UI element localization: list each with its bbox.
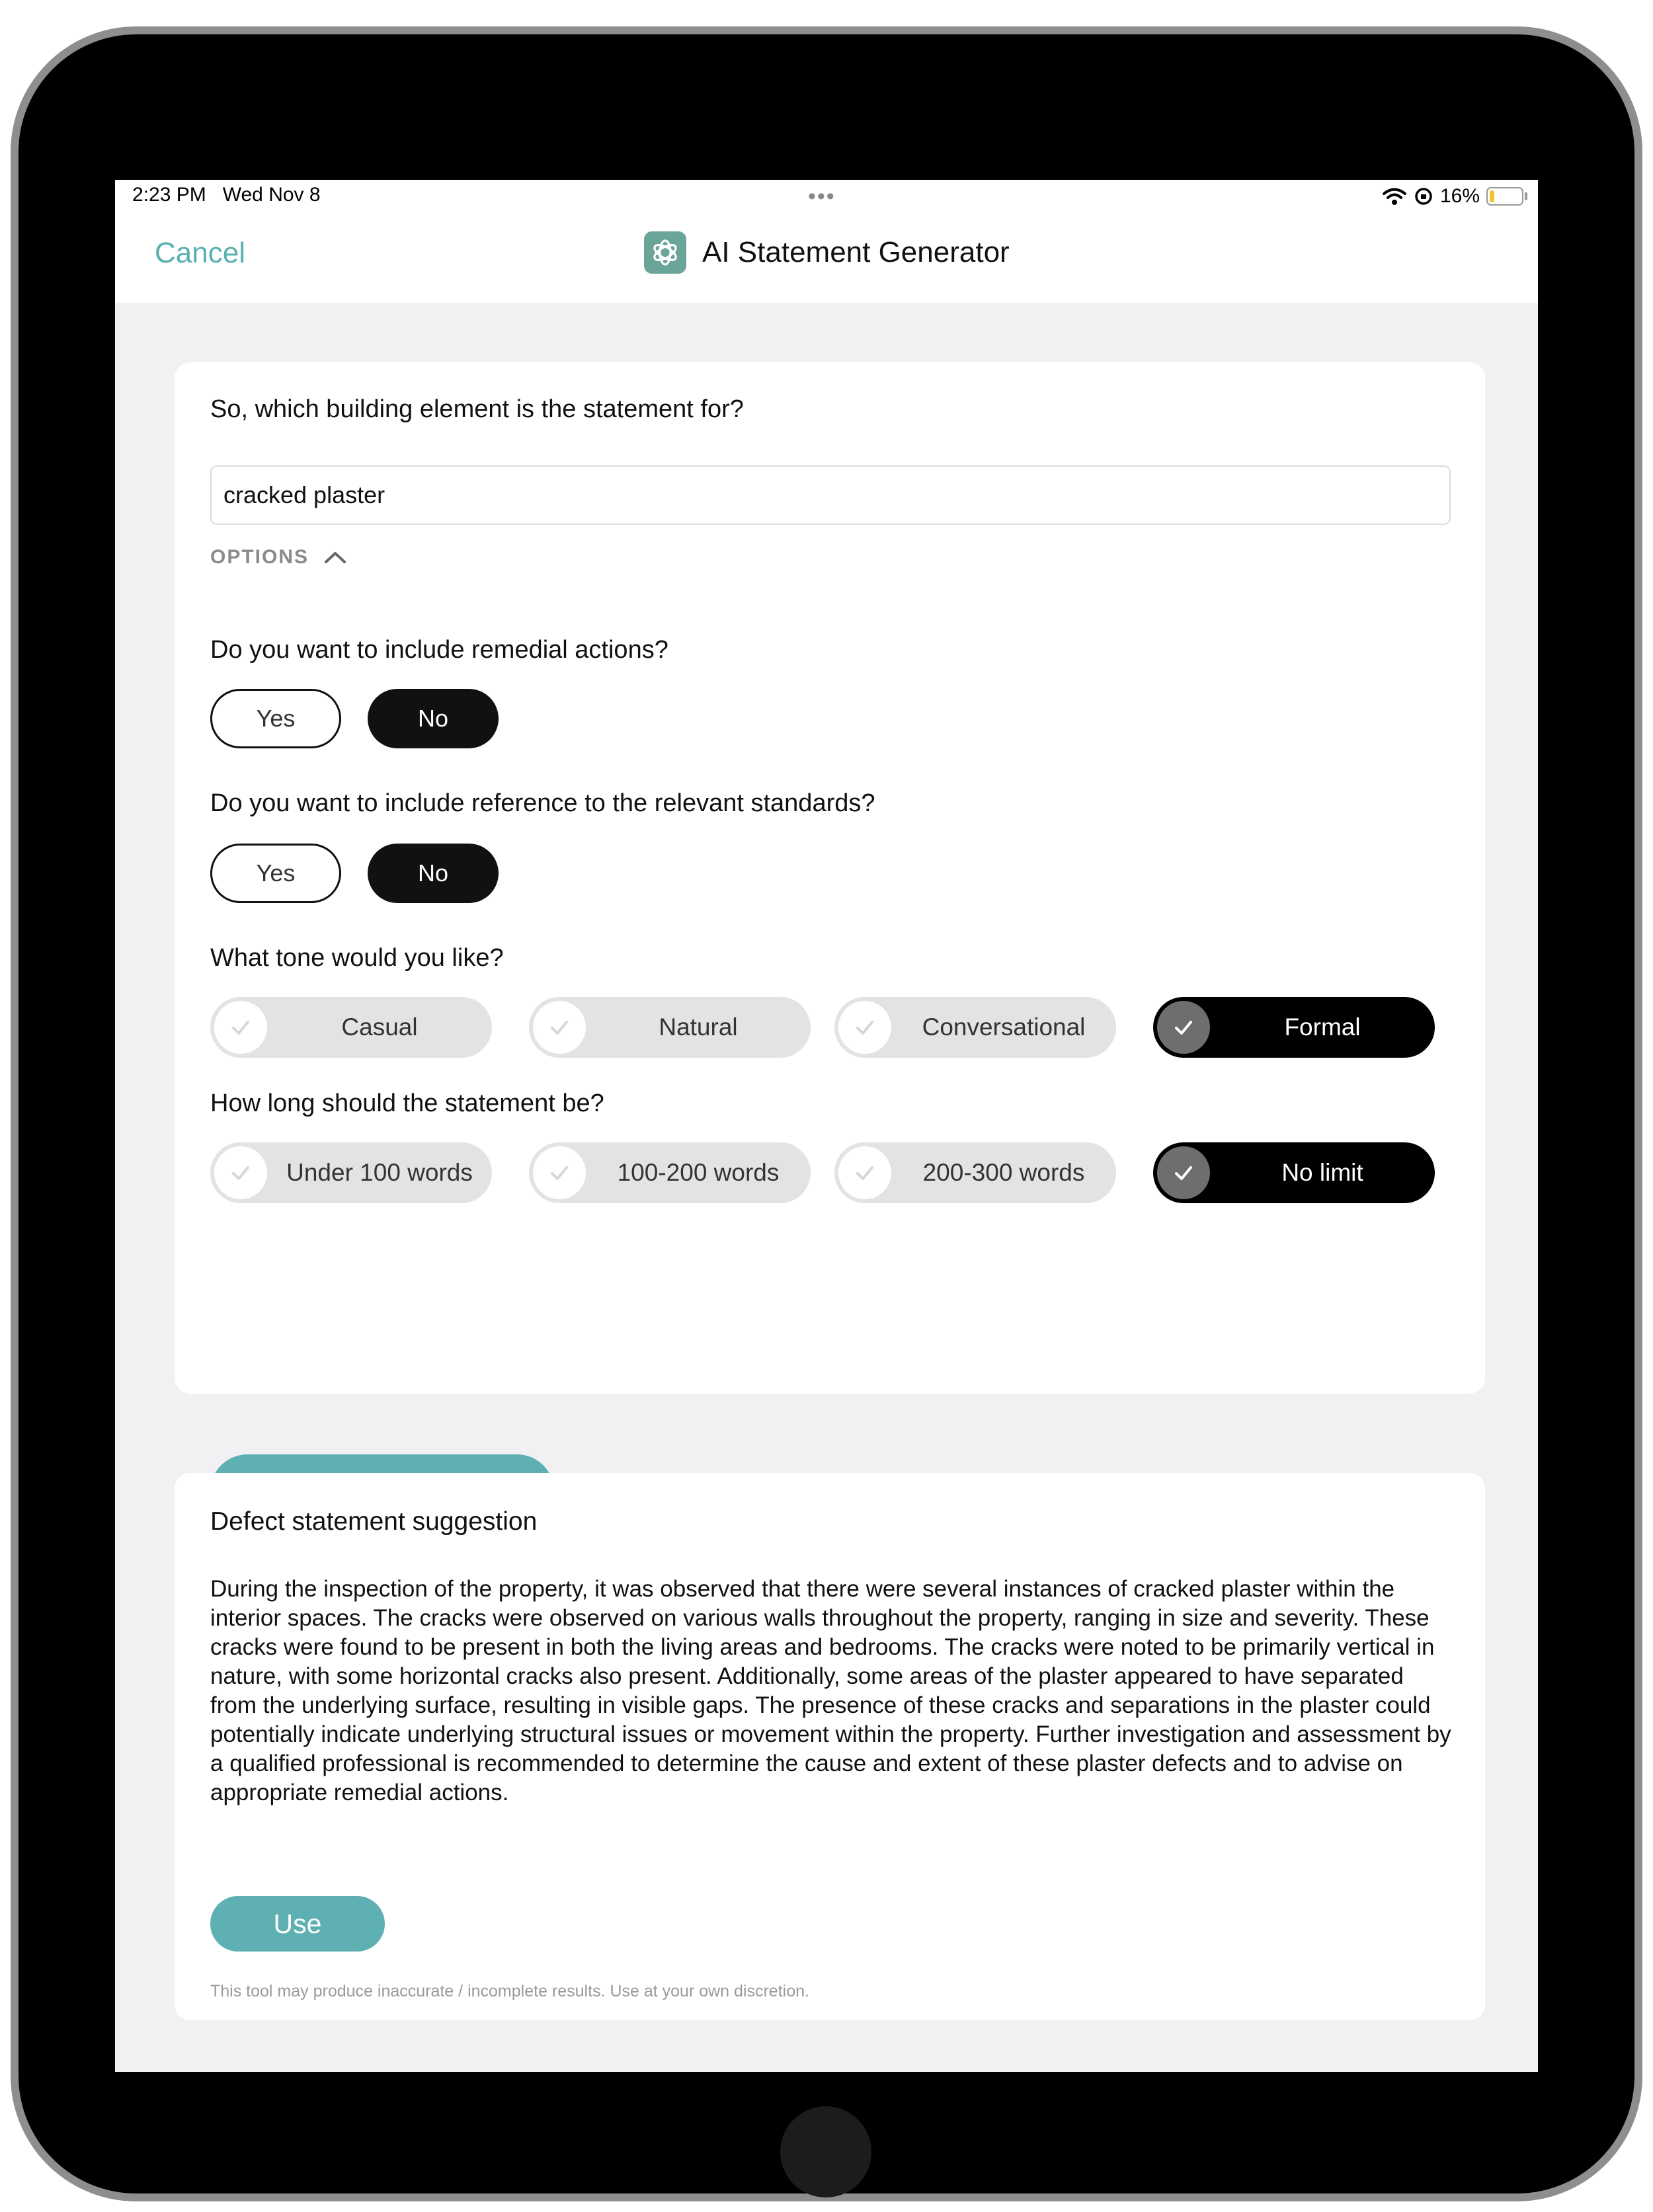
battery-percent: 16% <box>1439 185 1480 207</box>
length-option-200-300[interactable] <box>834 1142 1116 1203</box>
chip-label: No limit <box>1281 1159 1363 1186</box>
chip-label: Under 100 words <box>286 1159 473 1186</box>
check-icon <box>533 1001 586 1054</box>
standards-question: Do you want to include reference to the relevant standards? <box>210 789 875 817</box>
orientation-lock-icon <box>1414 186 1433 206</box>
check-icon <box>1157 1001 1210 1054</box>
check-icon <box>838 1146 891 1199</box>
cancel-button[interactable]: Cancel <box>155 237 245 269</box>
check-icon <box>214 1146 267 1199</box>
tone-option-natural[interactable] <box>529 997 811 1058</box>
chip-label: Natural <box>659 1013 738 1041</box>
remedial-no-button[interactable]: No <box>368 689 499 748</box>
use-button[interactable]: Use <box>210 1896 385 1952</box>
remedial-question: Do you want to include remedial actions? <box>210 636 668 664</box>
chip-label: Formal <box>1284 1013 1361 1041</box>
wifi-icon <box>1382 186 1407 206</box>
openai-logo-icon <box>644 231 686 274</box>
nav-bar <box>115 217 1538 303</box>
suggestion-card <box>175 1473 1485 2020</box>
suggestion-title: Defect statement suggestion <box>210 1507 538 1536</box>
tone-option-formal[interactable] <box>1153 997 1435 1058</box>
building-element-input[interactable] <box>210 465 1451 525</box>
standards-yes-button[interactable]: Yes <box>210 844 341 903</box>
chip-label: 200-300 words <box>922 1159 1085 1186</box>
check-icon <box>533 1146 586 1199</box>
multitasking-dots[interactable]: ••• <box>808 184 836 209</box>
app-screen <box>115 180 1538 2072</box>
length-option-no-limit[interactable] <box>1153 1142 1435 1203</box>
status-right <box>1382 185 1527 208</box>
battery-level-fill <box>1490 190 1494 202</box>
options-label: OPTIONS <box>210 546 309 568</box>
chevron-up-icon <box>323 550 347 565</box>
options-toggle[interactable] <box>210 546 347 569</box>
chip-label: Conversational <box>922 1013 1086 1041</box>
check-icon <box>214 1001 267 1054</box>
length-option-100-200[interactable] <box>529 1142 811 1203</box>
home-button[interactable] <box>780 2106 871 2197</box>
nav-title-group <box>644 231 1010 274</box>
tone-option-conversational[interactable] <box>834 997 1116 1058</box>
battery-cap <box>1525 192 1527 200</box>
status-bar <box>115 180 1538 217</box>
tone-question: What tone would you like? <box>210 944 504 972</box>
tone-option-casual[interactable] <box>210 997 492 1058</box>
battery-icon <box>1486 187 1523 206</box>
length-question: How long should the statement be? <box>210 1089 604 1117</box>
status-time: 2:23 PM Wed Nov 8 <box>132 184 321 206</box>
building-element-question: So, which building element is the statement for? <box>210 395 744 423</box>
chip-label: 100-200 words <box>617 1159 780 1186</box>
disclaimer-text: This tool may produce inaccurate / incomplete results. Use at your own discretion. <box>210 1982 809 2000</box>
page-title: AI Statement Generator <box>702 236 1010 268</box>
length-option-under-100[interactable] <box>210 1142 492 1203</box>
check-icon <box>838 1001 891 1054</box>
remedial-yes-button[interactable]: Yes <box>210 689 341 748</box>
standards-no-button[interactable]: No <box>368 844 499 903</box>
chip-label: Casual <box>341 1013 418 1041</box>
generator-form-card <box>175 362 1485 1394</box>
check-icon <box>1157 1146 1210 1199</box>
statement-text: During the inspection of the property, it was observed that there were several instances of cracked plaster within the interior spaces. The cracks were observed on various walls throughout the property, ranging in size and severity. These cracks were found to be present in both the living areas and bedrooms. The cracks were noted to be primarily vertical in nature, with some horizontal cracks also present. Additionally, some areas of the plaster appeared to have separated from the underlying surface, resulting in visible gaps. The presence of these cracks and separations in the plaster could potentially indicate underlying structural issues or movement within the property. Further investigation and assessment by a qualified professional is recommended to determine the cause and extent of these plaster defects and to advise on appropriate remedial actions. <box>210 1576 1451 1805</box>
